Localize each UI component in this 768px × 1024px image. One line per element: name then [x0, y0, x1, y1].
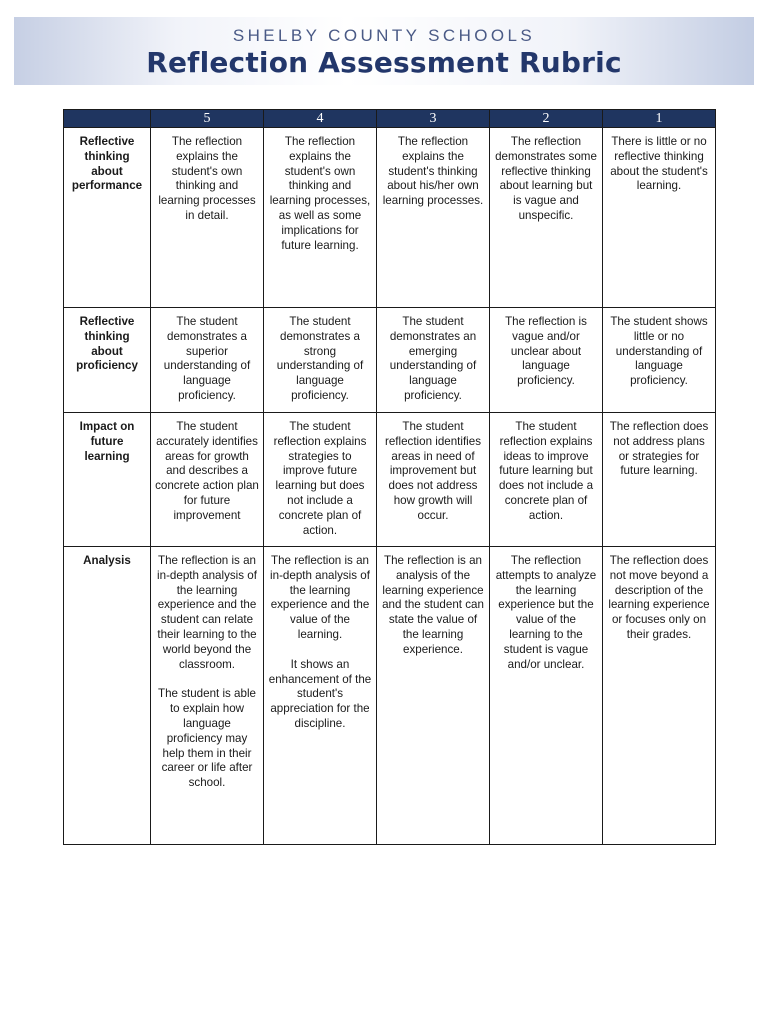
cell-text-secondary: The student is able to explain how language proficiency may help them in their career or life after school. [158, 687, 256, 790]
cell-text-secondary: It shows an enhancement of the student's appreciation for the discipline. [268, 657, 372, 730]
page-title: Reflection Assessment Rubric [146, 46, 622, 79]
score-header-row [64, 110, 716, 128]
cell-text: The reflection does not address plans or strategies for future learning. [609, 420, 709, 478]
cell-text: The student reflection identifies areas in need of improvement but does not address how growth will occur. [384, 420, 482, 522]
cell-text: The student accurately identifies areas for growth and describes a concrete action plan for future improvement [155, 420, 259, 522]
cell-analysis-1 [603, 547, 716, 845]
cell-analysis-3 [377, 547, 490, 845]
criterion-proficiency: Reflective thinking about proficiency [64, 308, 151, 413]
criterion-performance: Reflective thinking about performance [64, 128, 151, 308]
score-3-header: 3 [377, 110, 490, 128]
cell-impact-2 [490, 413, 603, 547]
cell-text: The reflection explains the student's own thinking and learning processes in detail. [158, 135, 256, 222]
cell-text: The reflection is an in-depth analysis of the learning experience and the value of the learning. [270, 554, 370, 641]
cell-text: The student demonstrates an emerging understanding of language proficiency. [389, 315, 477, 402]
cell-text: The reflection is vague and/or unclear about language proficiency. [505, 315, 587, 388]
cell-proficiency-5 [151, 308, 264, 413]
cell-text: The reflection does not move beyond a description of the learning experience or focuses only on their grades. [608, 554, 710, 641]
score-4-header: 4 [264, 110, 377, 128]
row-impact [64, 413, 716, 547]
score-5-header: 5 [151, 110, 264, 128]
cell-text: The reflection is an in-depth analysis of the learning experience and the student can relate their learning to the world beyond the classroom. [157, 554, 257, 671]
criterion-analysis: Analysis [64, 547, 151, 845]
cell-performance-5 [151, 128, 264, 308]
cell-performance-3 [377, 128, 490, 308]
rubric-table [63, 109, 716, 845]
cell-analysis-5 [151, 547, 264, 845]
criterion-impact: Impact on future learning [64, 413, 151, 547]
score-1-header: 1 [603, 110, 716, 128]
cell-proficiency-1 [603, 308, 716, 413]
cell-text: The reflection explains the student's thinking about his/her own learning processes. [382, 135, 484, 208]
cell-text: The reflection attempts to analyze the learning experience but the value of the learning to the student is vague and/or unclear. [495, 554, 597, 671]
cell-impact-3 [377, 413, 490, 547]
cell-text: The student reflection explains strategies to improve future learning but does not include a concrete plan of action. [273, 420, 367, 537]
cell-text: The student reflection explains ideas to improve future learning but does not include a concrete plan of action. [498, 420, 594, 522]
cell-proficiency-3 [377, 308, 490, 413]
row-analysis [64, 547, 716, 845]
cell-text: The reflection is an analysis of the learning experience and the student can state the value of the learning experience. [382, 554, 484, 656]
cell-analysis-4 [264, 547, 377, 845]
cell-proficiency-4 [264, 308, 377, 413]
school-name: SHELBY COUNTY SCHOOLS [232, 26, 536, 45]
cell-text: The student demonstrates a superior understanding of language proficiency. [163, 315, 251, 402]
cell-performance-2 [490, 128, 603, 308]
cell-text: The reflection explains the student's own thinking and learning processes, as well as some implications for future learning. [269, 135, 371, 252]
cell-text: The student shows little or no understanding of language proficiency. [610, 315, 708, 388]
row-performance [64, 128, 716, 308]
header-blank [64, 110, 151, 128]
score-2-header: 2 [490, 110, 603, 128]
cell-proficiency-2 [490, 308, 603, 413]
cell-performance-1 [603, 128, 716, 308]
cell-impact-4 [264, 413, 377, 547]
cell-impact-5 [151, 413, 264, 547]
cell-text: There is little or no reflective thinking about the student's learning. [610, 135, 708, 193]
row-proficiency [64, 308, 716, 413]
cell-text: The student demonstrates a strong understanding of language proficiency. [276, 315, 364, 402]
header-banner [14, 17, 754, 85]
cell-performance-4 [264, 128, 377, 308]
cell-impact-1 [603, 413, 716, 547]
cell-text: The reflection demonstrates some reflective thinking about learning but is vague and unspecific. [495, 135, 597, 222]
cell-analysis-2 [490, 547, 603, 845]
